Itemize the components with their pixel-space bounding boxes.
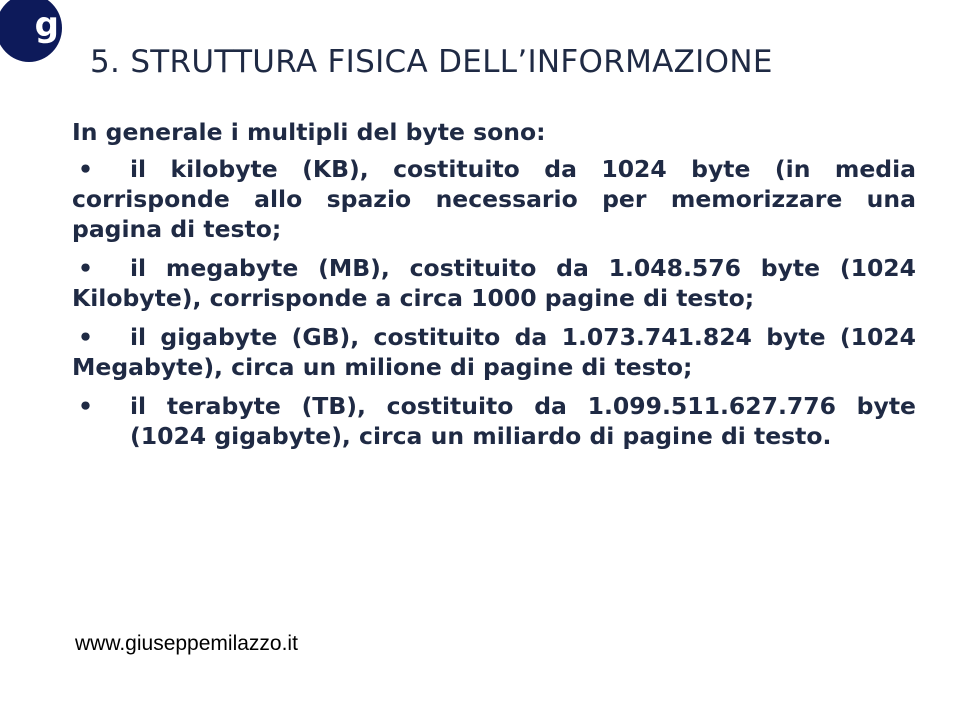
website-footer: www.giuseppemilazzo.it [75, 632, 298, 655]
bullet-text: il gigabyte (GB), costituito da 1.073.741.824 byte (1024 Megabyte), circa un milione di pagine di testo; [72, 323, 916, 381]
slide-body [72, 117, 916, 460]
bullet-text: il megabyte (MB), costituito da 1.048.576 byte (1024 Kilobyte), corrisponde a circa 1000 pagine di testo; [72, 254, 916, 312]
bullet-megabyte [72, 253, 916, 313]
bullet-terabyte [72, 391, 916, 451]
slide-title: 5. STRUTTURA FISICA DELL’INFORMAZIONE [90, 44, 773, 80]
bullet-kilobyte [72, 154, 916, 244]
bullet-icon: • [78, 155, 94, 183]
bullet-gigabyte [72, 322, 916, 382]
bullet-icon: • [78, 323, 94, 351]
logo-badge [0, 0, 62, 62]
bullet-text: il terabyte (TB), costituito da 1.099.511.627.776 byte (1024 gigabyte), circa un miliardo di pagine di testo. [130, 392, 916, 450]
bullet-icon: • [78, 392, 94, 420]
bullet-text: il kilobyte (KB), costituito da 1024 byte (in media corrisponde allo spazio necessario per memorizzare una pagina di testo; [72, 155, 916, 243]
logo-letter: g [34, 5, 59, 45]
bullet-icon: • [78, 254, 94, 282]
intro-text: In generale i multipli del byte sono: [72, 118, 546, 146]
